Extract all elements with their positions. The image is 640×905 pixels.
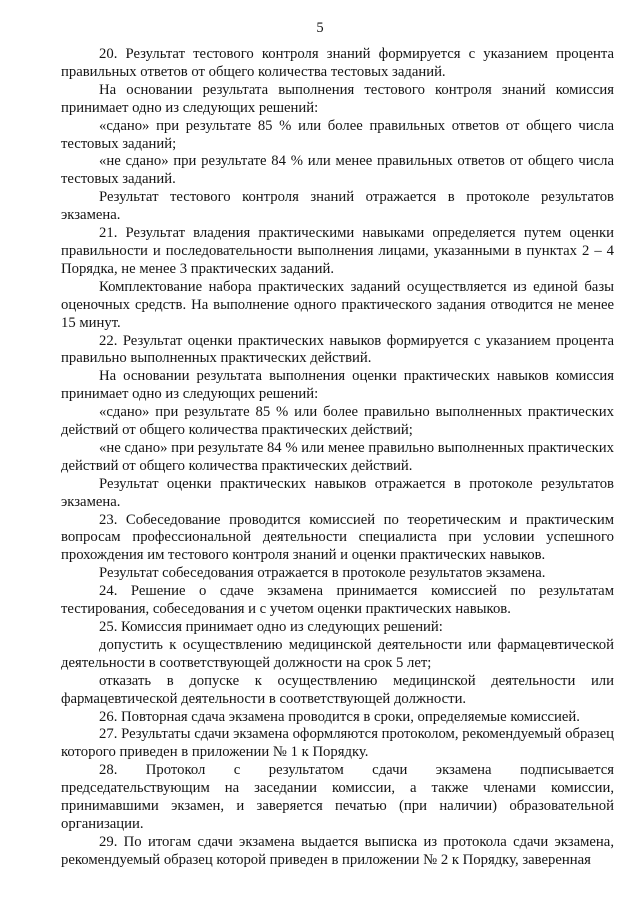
paragraph-20-protocol: Результат тестового контроля знаний отражается в протоколе результатов экзамена.	[61, 189, 614, 224]
paragraph-22-decision: На основании результата выполнения оценки практических навыков комиссия принимает одно из следующих решений:	[61, 368, 614, 403]
paragraph-26: 26. Повторная сдача экзамена проводится в сроки, определяемые комиссией.	[99, 708, 580, 725]
paragraph-23: 23. Собеседование проводится комиссией по теоретическим и практическим вопросам профессиональной деятельности специалиста при условии успешного прохождения им тестового контроля знаний и оценки практических навыков.	[61, 511, 614, 564]
paragraph-20-decision: На основании результата выполнения тестового контроля знаний комиссия принимает одно из следующих решений:	[61, 81, 614, 116]
paragraph-22-passed: «сдано» при результате 85 % или более правильно выполненных практических действий от общего количества практических действий;	[61, 404, 614, 439]
paragraph-25: 25. Комиссия принимает одно из следующих решений:	[99, 619, 443, 635]
paragraph-29: 29. По итогам сдачи экзамена выдается выписка из протокола сдачи экзамена, рекомендуемый образец которой приведен в приложении № 2 к Порядку, заверенная	[61, 833, 614, 868]
paragraph-22-failed: «не сдано» при результате 84 % или менее правильно выполненных практических действий от общего количества практических действий.	[61, 439, 614, 474]
paragraph-22: 22. Результат оценки практических навыков формируется с указанием процента правильно выполненных практических действий.	[61, 332, 614, 367]
paragraph-20: 20. Результат тестового контроля знаний формируется с указанием процента правильных ответов от общего количества тестовых заданий.	[61, 46, 614, 80]
paragraph-21: 21. Результат владения практическими навыками определяется путем оценки правильности и последовательности выполнения лицами, указанными в пунктах 2 – 4 Порядка, не менее 3 практических заданий.	[61, 225, 614, 277]
paragraph-24: 24. Решение о сдаче экзамена принимается комиссией по результатам тестирования, собеседования и с учетом оценки практических навыков.	[61, 583, 614, 618]
paragraph-25-refuse: отказать в допуске к осуществлению медицинской деятельности или фармацевтической деятельности в соответствующей должности.	[61, 672, 614, 707]
page-body	[61, 46, 614, 870]
paragraph-27: 27. Результаты сдачи экзамена оформляются протоколом, рекомендуемый образец которого приведен в приложении № 1 к Порядку.	[61, 726, 614, 761]
paragraph-28: 28. Протокол с результатом сдачи экзамена подписывается председательствующим на заседании комиссии, а также членами комиссии, принимавшими экзамен, и заверяется печатью (при наличии) образовательной организации.	[61, 762, 614, 832]
paragraph-25-admit: допустить к осуществлению медицинской деятельности или фармацевтической деятельности в соответствующей должности на срок 5 лет;	[61, 636, 614, 671]
paragraph-20-passed: «сдано» при результате 85 % или более правильных ответов от общего числа тестовых заданий;	[61, 117, 614, 152]
paragraph-22-protocol: Результат оценки практических навыков отражается в протоколе результатов экзамена.	[61, 475, 614, 510]
page-number: 5	[316, 20, 324, 36]
paragraph-20-failed: «не сдано» при результате 84 % или менее правильных ответов от общего числа тестовых заданий.	[61, 153, 614, 188]
paragraph-23-protocol: Результат собеседования отражается в протоколе результатов экзамена.	[99, 565, 546, 582]
paragraph-21-tasks: Комплектование набора практических заданий осуществляется из единой базы оценочных средств. На выполнение одного практического задания отводится не менее 15 минут.	[61, 278, 614, 331]
